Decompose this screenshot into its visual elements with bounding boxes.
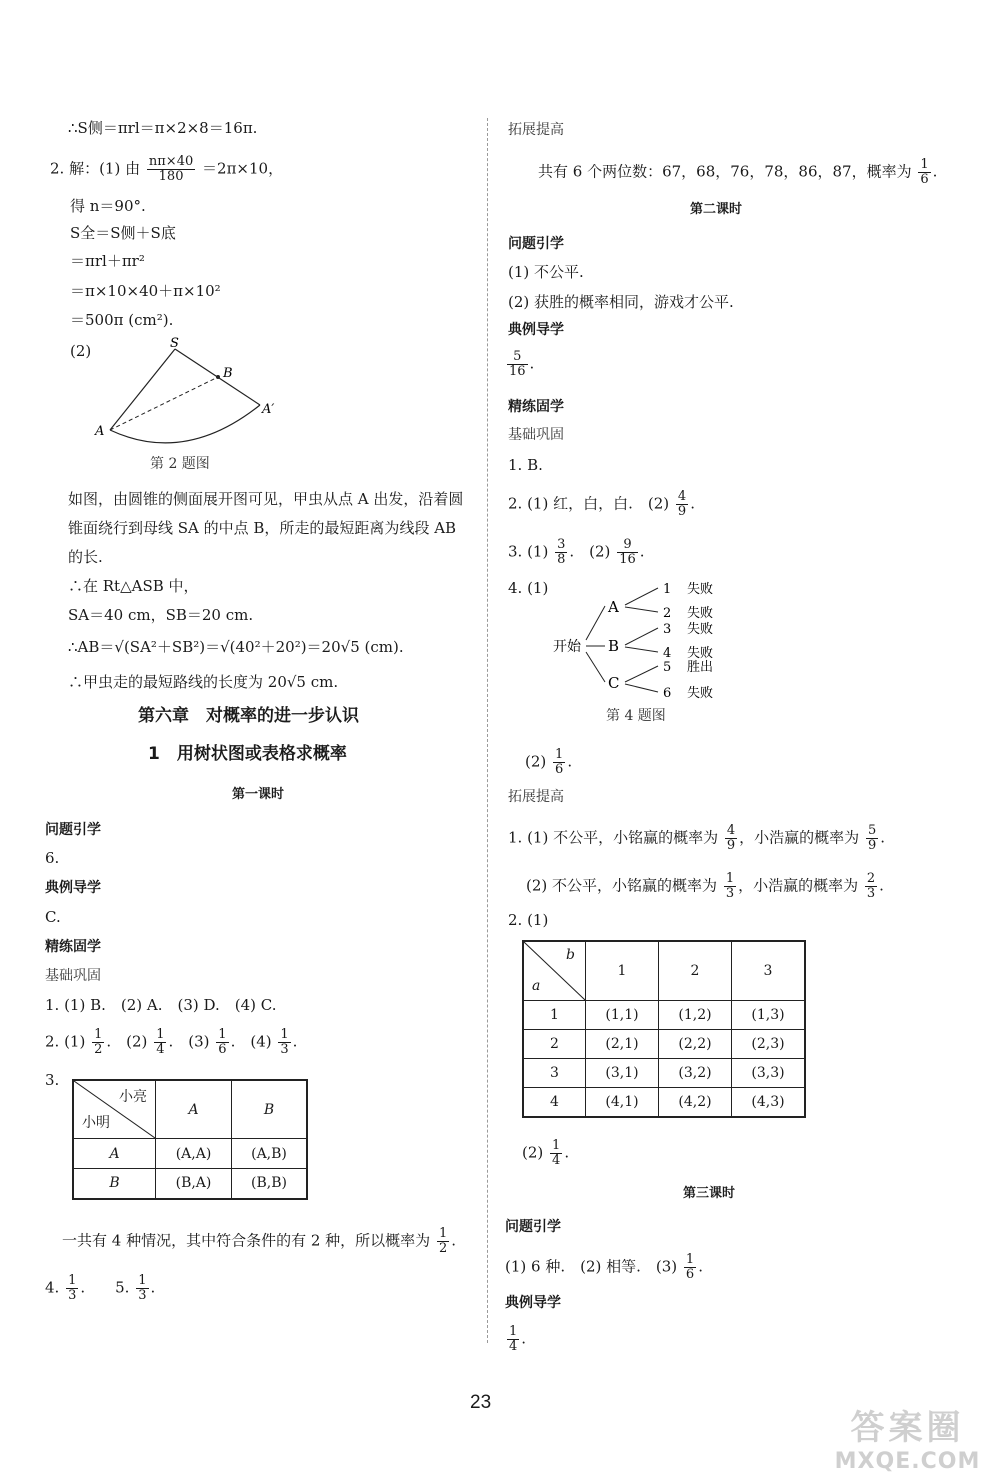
- tree-leaf-result: 失败: [687, 606, 714, 621]
- table-cell: (4,2): [659, 1088, 732, 1117]
- answer-q2: 2. (1) $\frac{1}{2}$ . (2) $\frac{1}{4}$ . (3) $\frac{1}{6}$ . (4) $\frac{1}{3}$ .: [45, 1027, 298, 1057]
- tree-diagram: [550, 578, 740, 703]
- section-title: 1 用树状图或表格求概率: [148, 744, 347, 764]
- fraction: $\frac{1}{6}$: [218, 1027, 227, 1057]
- fraction: $\frac{1}{4}$: [552, 1138, 561, 1168]
- fraction: $\frac{1}{6}$: [555, 747, 564, 777]
- fraction: $\frac{4}{9}$: [726, 823, 736, 853]
- subheading-tzgg: 拓展提高: [508, 122, 564, 138]
- tree-node: A: [608, 598, 619, 616]
- tree-leaf: 5: [663, 660, 672, 675]
- figure-caption: 第 2 题图: [150, 456, 210, 472]
- answer-table-label: 2. (1): [508, 911, 549, 929]
- para-line: ∴AB＝√(SA²＋SB²)＝√(40²＋20²)＝20√5 (cm).: [68, 638, 404, 656]
- heading-wtyx: 问题引学: [508, 236, 564, 252]
- fraction: $\frac{3}{8}$: [557, 537, 566, 567]
- answer-q3-label: 3.: [45, 1071, 60, 1089]
- tree-leaf: 3: [663, 622, 672, 637]
- line-substitute: ＝π×10×40＋π×10²: [70, 282, 221, 300]
- outcome-table-2: [522, 940, 806, 1118]
- para-line: 的长.: [68, 548, 103, 566]
- row-header: 2: [523, 1030, 586, 1059]
- col-header: B: [232, 1080, 308, 1139]
- para-line: ∴在 Rt△ASB 中，: [68, 577, 199, 595]
- answer-two-digit: 共有 6 个两位数：67，68，76，78，86，87，概率为 $\frac{1}{6}$ .: [538, 157, 938, 187]
- tree-leaf: 1: [663, 582, 672, 597]
- subheading-jcgg: 基础巩固: [508, 427, 564, 443]
- col-header: A: [156, 1080, 232, 1139]
- heading-dlxx: 典例导学: [45, 880, 101, 896]
- tree-leaf: 2: [663, 606, 672, 621]
- tree-root: 开始: [553, 639, 581, 655]
- line-n-value: 得 n＝90°.: [70, 197, 146, 215]
- radius-SA: [110, 349, 175, 430]
- label-S: S: [170, 336, 179, 351]
- row-header: B: [73, 1169, 156, 1199]
- watermark-logo: [820, 1400, 995, 1475]
- table-cell: (1,1): [586, 1001, 659, 1030]
- answer: 1. B.: [508, 456, 543, 474]
- table-cell: (A,A): [156, 1139, 232, 1169]
- row-header: 1: [523, 1001, 586, 1030]
- fraction: $\frac{1}{3}$: [138, 1273, 147, 1303]
- line-lateral-area: ∴S侧＝πrl＝π×2×8＝16π.: [68, 119, 258, 137]
- para-line: 锥面绕行到母线 SA 的中点 B，所走的最短距离为线段 AB: [68, 519, 457, 537]
- answer-lesson3: (1) 6 种. (2) 相等. (3) $\frac{1}{6}$ .: [505, 1252, 703, 1282]
- cone-net-figure: [90, 335, 290, 455]
- tree-leaf-result: 失败: [687, 622, 714, 637]
- fraction: $\frac{1}{3}$: [725, 871, 735, 901]
- fraction: $\frac{1}{4}$: [156, 1027, 165, 1057]
- line-formula: ＝πrl＋πr²: [70, 252, 145, 270]
- edge: [625, 684, 658, 692]
- heading-jlgx: 精练固学: [45, 939, 101, 955]
- tree-leaf-result: 胜出: [687, 660, 714, 675]
- answer-r4-label: 4. (1): [508, 579, 549, 597]
- fraction: $\frac{5}{9}$: [867, 823, 877, 853]
- para-line: SA＝40 cm，SB＝20 cm.: [68, 606, 254, 624]
- figure-caption: 第 4 题图: [606, 708, 666, 724]
- watermark-text: 答案圈: [850, 1408, 965, 1448]
- table-cell: (3,1): [586, 1059, 659, 1088]
- table-corner: [73, 1080, 156, 1139]
- table-cell: (B,A): [156, 1169, 232, 1199]
- row-header: 4: [523, 1088, 586, 1117]
- row-header: A: [73, 1139, 156, 1169]
- tree-leaf-result: 失败: [687, 646, 714, 661]
- column-divider: [487, 118, 488, 1343]
- answer: (2) 获胜的概率相同，游戏才公平.: [508, 293, 734, 311]
- line-total-area: S全＝S侧＋S底: [70, 224, 176, 242]
- answer-q4-q5: 4. $\frac{1}{3}$ . 5. $\frac{1}{3}$ .: [45, 1273, 156, 1303]
- answer: 6.: [45, 849, 60, 867]
- fraction: $\frac{1}{3}$: [68, 1273, 77, 1303]
- answer-q1: 1. (1) B. (2) A. (3) D. (4) C.: [45, 996, 277, 1014]
- fraction: $\frac{9}{16}$: [619, 537, 636, 567]
- answer-r4-2: (2) $\frac{1}{6}$ .: [525, 747, 573, 777]
- answer-q3-text: 一共有 4 种情况，其中符合条件的有 2 种，所以概率为 $\frac{1}{2}$ .: [62, 1226, 457, 1256]
- label-B: B: [223, 366, 233, 381]
- answer-table-2: (2) $\frac{1}{4}$ .: [522, 1138, 570, 1168]
- answer-r3: 3. (1) $\frac{3}{8}$ . (2) $\frac{9}{16}$ .: [508, 537, 645, 567]
- heading-wtyx: 问题引学: [45, 822, 101, 838]
- lesson-title: 第三课时: [683, 1186, 736, 1201]
- answer-fraction: $\frac{5}{16}$ .: [509, 349, 535, 379]
- fraction: $\frac{n\pi\times 40}{180}$: [148, 154, 194, 184]
- arc-AA2: [110, 405, 260, 443]
- segment-AB: [110, 377, 218, 430]
- corner-row-label: a: [532, 978, 541, 994]
- watermark-url: MXQE.COM: [834, 1449, 981, 1474]
- fraction: $\frac{1}{2}$: [438, 1226, 448, 1256]
- point-B: [216, 375, 220, 379]
- fraction: $\frac{5}{16}$: [509, 349, 526, 379]
- fraction: $\frac{1}{4}$: [509, 1324, 518, 1354]
- tree-node: C: [608, 674, 620, 692]
- tree-node: B: [608, 637, 620, 655]
- table-cell: (3,2): [659, 1059, 732, 1088]
- heading-jlgx: 精练固学: [508, 399, 564, 415]
- edge: [625, 628, 658, 645]
- para-line: 如图，由圆锥的侧面展开图可见，甲虫从点 A 出发，沿着圆: [68, 490, 464, 508]
- line-part2: (2): [70, 342, 92, 360]
- answer-fraction: $\frac{1}{4}$ .: [509, 1324, 527, 1354]
- chapter-title: 第六章 对概率的进一步认识: [138, 706, 359, 726]
- heading-dlxx: 典例导学: [508, 322, 564, 338]
- edge: [625, 588, 658, 605]
- row-header: 3: [523, 1059, 586, 1088]
- answer-fairness-1: 1. (1) 不公平，小铭赢的概率为 $\frac{4}{9}$ ，小浩赢的概率为 $\frac{5}{9}$ .: [508, 823, 886, 853]
- fraction: $\frac{2}{3}$: [866, 871, 876, 901]
- fraction: $\frac{1}{6}$: [685, 1252, 695, 1282]
- corner-col-label: 小亮: [119, 1089, 147, 1105]
- table-cell: (2,2): [659, 1030, 732, 1059]
- table-cell: (2,1): [586, 1030, 659, 1059]
- table-cell: (A,B): [232, 1139, 308, 1169]
- fraction: $\frac{1}{3}$: [280, 1027, 289, 1057]
- q2-suffix: ＝2π×10，: [202, 159, 284, 178]
- table-cell: (4,1): [586, 1088, 659, 1117]
- fraction: $\frac{1}{2}$: [94, 1027, 103, 1057]
- answer-r2: 2. (1) 红，白，白. (2) $\frac{4}{9}$ .: [508, 489, 695, 519]
- para-line: ∴甲虫走的最短路线的长度为 20√5 cm.: [68, 673, 339, 691]
- corner-row-label: 小明: [82, 1115, 110, 1131]
- answer: C.: [45, 908, 61, 926]
- tree-leaf: 4: [663, 646, 672, 661]
- table-cell: (B,B): [232, 1169, 308, 1199]
- corner-col-label: b: [566, 947, 575, 963]
- line-q2-start: [50, 155, 283, 184]
- heading-wtyx: 问题引学: [505, 1219, 561, 1235]
- edge: [586, 606, 605, 640]
- edge: [625, 647, 658, 652]
- table-cell: (1,3): [732, 1001, 806, 1030]
- fraction: $\frac{1}{6}$: [920, 157, 929, 187]
- col-header: 2: [659, 941, 732, 1001]
- edge: [625, 666, 658, 682]
- table-cell: (4,3): [732, 1088, 806, 1117]
- col-header: 3: [732, 941, 806, 1001]
- answer-fairness-2: (2) 不公平，小铭赢的概率为 $\frac{1}{3}$ ，小浩赢的概率为 $\frac{2}{3}$ .: [526, 871, 884, 901]
- table-cell: (3,3): [732, 1059, 806, 1088]
- fraction: $\frac{4}{9}$: [677, 489, 687, 519]
- label-A-prime: A′: [262, 402, 275, 417]
- tree-leaf-result: 失败: [687, 686, 714, 701]
- edge: [625, 607, 658, 612]
- answer: (1) 不公平.: [508, 263, 584, 281]
- q2-prefix: 2. 解：(1) 由: [50, 159, 141, 178]
- tree-leaf-result: 失败: [687, 582, 714, 597]
- table-cell: (2,3): [732, 1030, 806, 1059]
- label-A: A: [95, 424, 105, 439]
- line-result: ＝500π (cm²).: [70, 311, 174, 329]
- col-header: 1: [586, 941, 659, 1001]
- lesson-title: 第一课时: [232, 787, 285, 802]
- edge: [586, 652, 605, 682]
- subheading-jcgg: 基础巩固: [45, 968, 101, 984]
- lesson-title: 第二课时: [690, 202, 743, 217]
- page-number: 23: [470, 1392, 492, 1413]
- subheading-tzgg: 拓展提高: [508, 789, 564, 805]
- outcome-table-q3: [72, 1079, 308, 1200]
- table-cell: (1,2): [659, 1001, 732, 1030]
- table-corner: [523, 941, 586, 1001]
- tree-leaf: 6: [663, 686, 672, 701]
- heading-dlxx: 典例导学: [505, 1295, 561, 1311]
